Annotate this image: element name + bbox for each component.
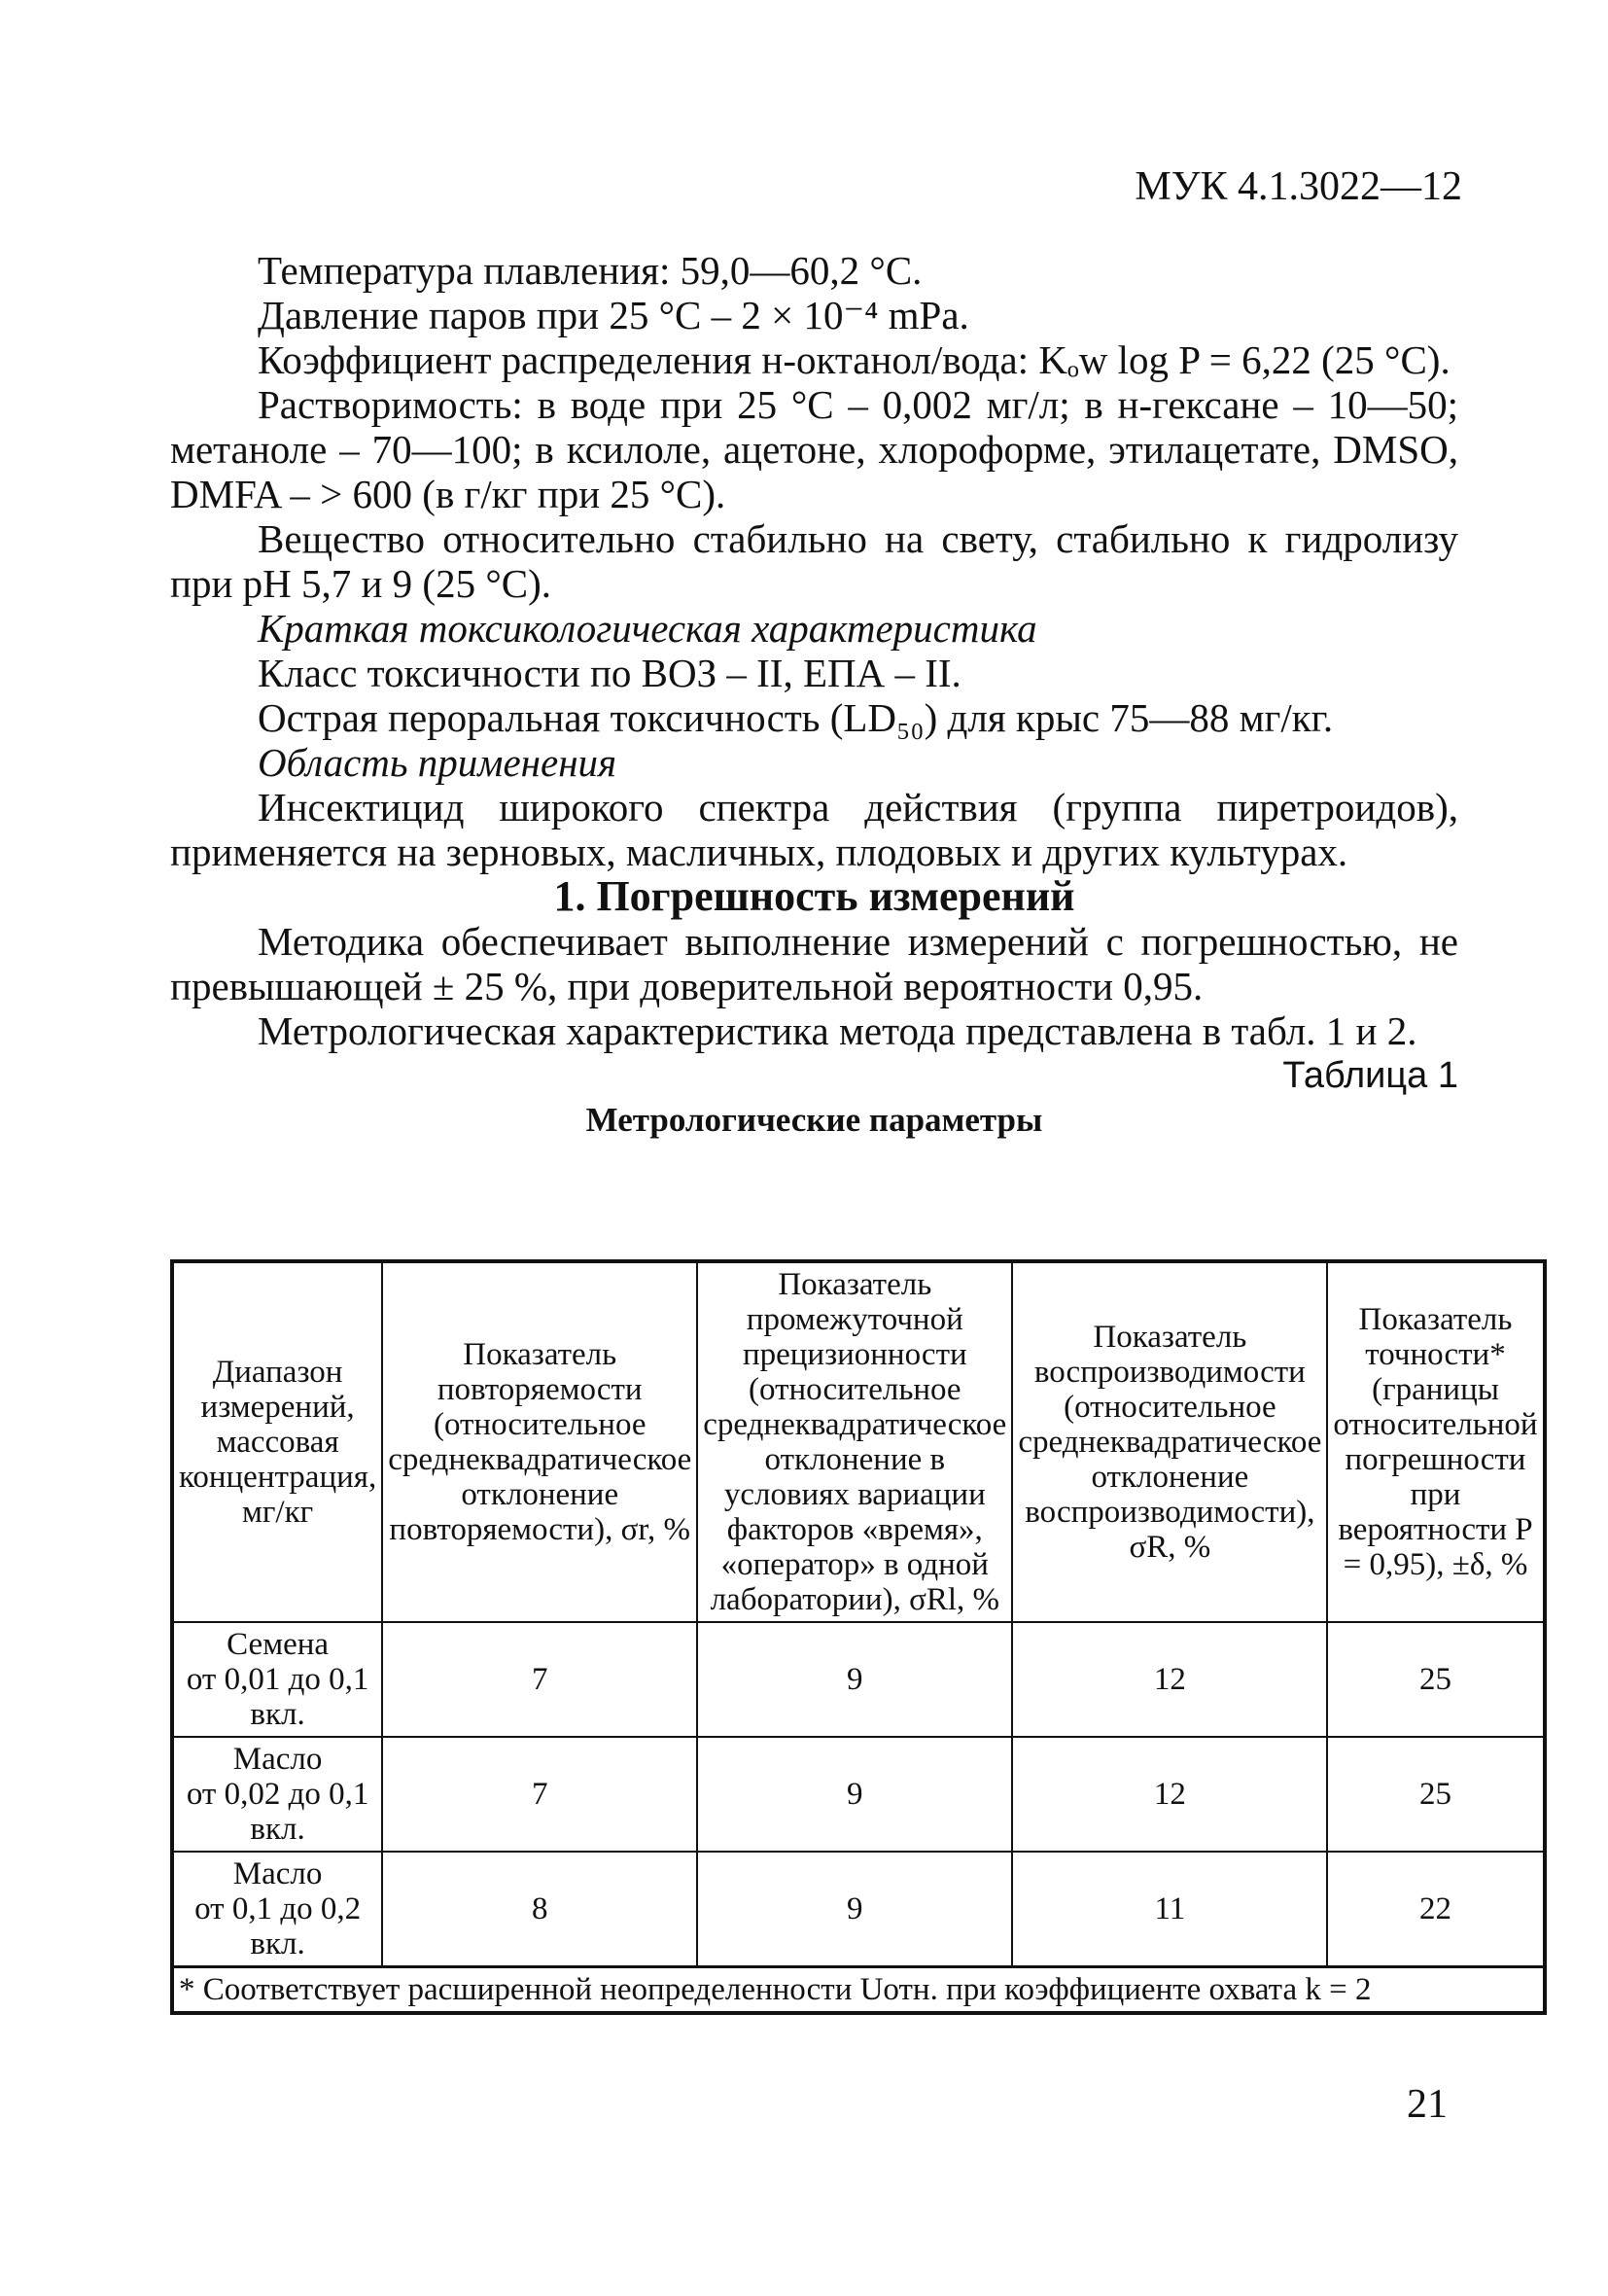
value-reproducibility: 12 (1012, 1737, 1327, 1852)
header-accuracy: Показатель точности* (границы относительной погрешности при вероятности P = 0,95), ±δ, % (1327, 1261, 1544, 1622)
table-footnote-row (172, 1967, 1545, 2014)
value-intermediate-precision: 9 (697, 1737, 1012, 1852)
range-cell (172, 1852, 382, 1967)
document-code: МУК 4.1.3022—12 (1135, 164, 1462, 209)
tox-heading: Краткая токсикологическая характеристика (258, 606, 1037, 651)
value-repeatability: 7 (382, 1737, 697, 1852)
header-repeatability: Показатель повторяемости (относительное среднеквадратическое отклонение повторяемости), σr, % (382, 1261, 697, 1622)
tox-oral: Острая пероральная токсичность (LD₅₀) для крыс 75—88 мг/кг. (258, 695, 1334, 740)
stability: Вещество относительно стабильно на свету, стабильно к гидролизу при pH 5,7 и 9 (25 °С). (170, 516, 1458, 606)
table-footnote: * Соответствует расширенной неопределенности Uотн. при коэффициенте охвата k = 2 (172, 1967, 1545, 2014)
range-cell (172, 1622, 382, 1737)
vapor-pressure: Давление паров при 25 °С – 2 × 10⁻⁴ mPa. (258, 293, 969, 337)
metrology-table (170, 1259, 1547, 2015)
scope-text: Инсектицид широкого спектра действия (группа пиретроидов), применяется на зерновых, масличных, плодовых и других культурах. (170, 785, 1458, 874)
matrix-label: Масло (232, 1742, 323, 1777)
header-range: Диапазон измерений, массовая концентрация, мг/кг (172, 1261, 382, 1622)
value-intermediate-precision: 9 (697, 1622, 1012, 1737)
table-title: Метрологические параметры (585, 1101, 1043, 1139)
partition-coefficient: Коэффициент распределения н-октанол/вода: Kₒw log P = 6,22 (25 °С). (258, 337, 1451, 382)
scope-heading: Область применения (258, 740, 617, 785)
range-label: от 0,01 до 0,1 вкл. (186, 1662, 369, 1732)
body-text (170, 248, 1458, 1143)
table-row (172, 1852, 1545, 1967)
header-intermediate-precision: Показатель промежуточной прецизионности (относительное среднеквадратическое отклонение в условиях вариации факторов «время», «оператор» в одной лаборатории), σRl, % (697, 1261, 1012, 1622)
value-accuracy: 25 (1327, 1737, 1544, 1852)
value-reproducibility: 12 (1012, 1622, 1327, 1737)
header-reproducibility: Показатель воспроизводимости (относительное среднеквадратическое отклонение воспроизводимости), σR, % (1012, 1261, 1327, 1622)
value-repeatability: 7 (382, 1622, 697, 1737)
value-accuracy: 22 (1327, 1852, 1544, 1967)
page-number: 21 (1407, 2082, 1448, 2127)
table-label: Таблица 1 (1282, 1055, 1458, 1096)
value-reproducibility: 11 (1012, 1852, 1327, 1967)
value-accuracy: 25 (1327, 1622, 1544, 1737)
range-label: от 0,1 до 0,2 вкл. (194, 1891, 362, 1961)
solubility: Растворимость: в воде при 25 °С – 0,002 мг/л; в н-гексане – 10—50; метаноле – 70—100; в ксилоле, ацетоне, хлороформе, этилацетате, DMSO, DMFA – > 600 (в г/кг при 25 °С). (170, 382, 1458, 516)
section-text-1: Методика обеспечивает выполнение измерений с погрешностью, не превышающей ± 25 %, при доверительной вероятности 0,95. (170, 919, 1458, 1008)
range-label: от 0,02 до 0,1 вкл. (186, 1777, 369, 1847)
range-cell (172, 1737, 382, 1852)
value-intermediate-precision: 9 (697, 1852, 1012, 1967)
table-row (172, 1622, 1545, 1737)
table-row (172, 1737, 1545, 1852)
tox-class: Класс токсичности по ВОЗ – II, ЕПА – II. (258, 651, 961, 695)
matrix-label: Семена (227, 1627, 330, 1662)
value-repeatability: 8 (382, 1852, 697, 1967)
table-header-row (172, 1261, 1545, 1622)
section-text-2: Метрологическая характеристика метода представлена в табл. 1 и 2. (258, 1008, 1417, 1053)
matrix-label: Масло (232, 1856, 323, 1891)
section-title: 1. Погрешность измерений (553, 872, 1075, 920)
melting-point: Температура плавления: 59,0—60,2 °С. (258, 248, 923, 293)
